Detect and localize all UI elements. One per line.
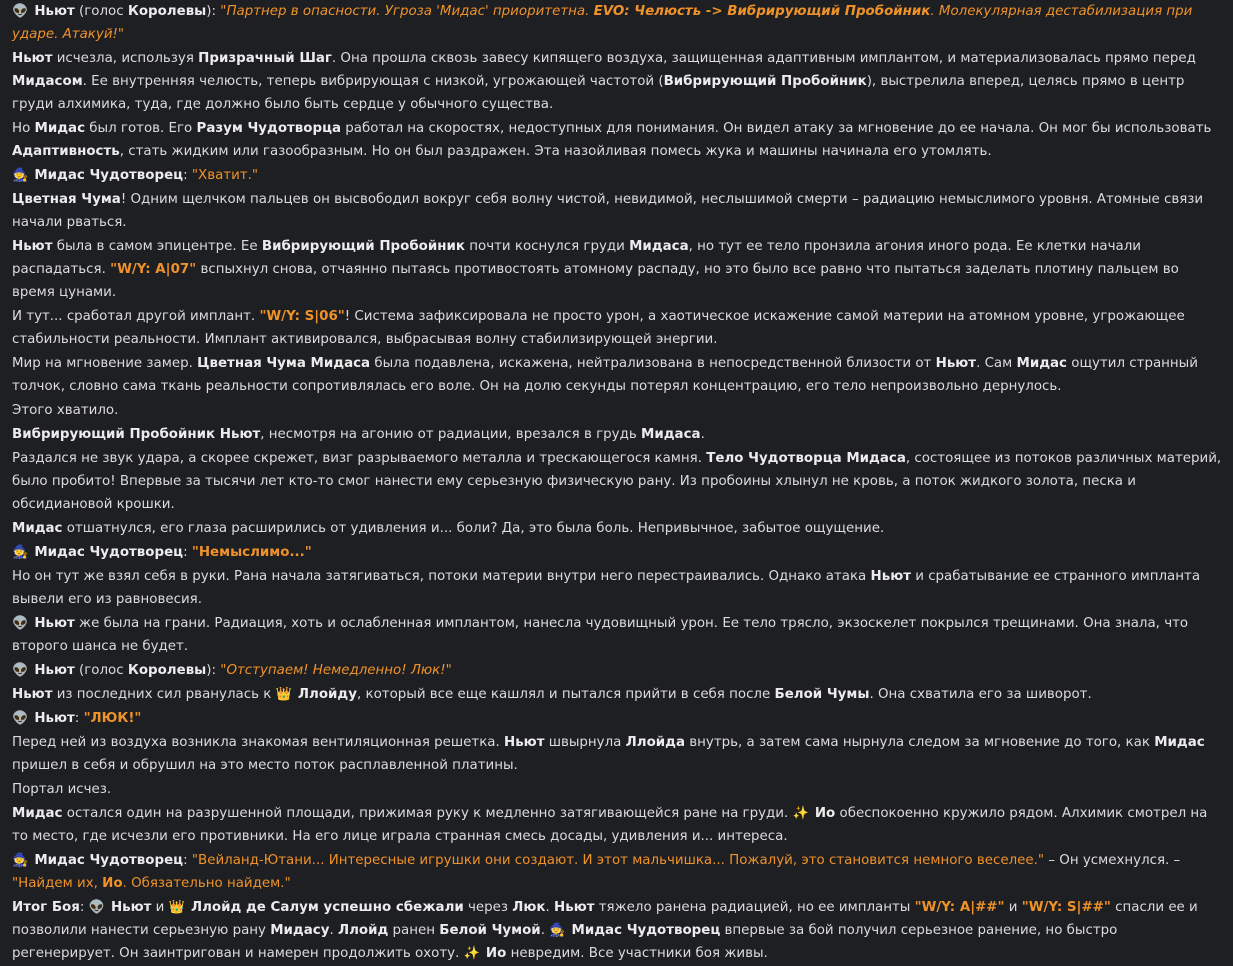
story-paragraph [12,731,1222,777]
text-segment: "Немыслимо..." [191,545,312,560]
text-segment: Итог Боя [12,900,80,915]
text-segment: Мидас Чудотворец [34,545,184,560]
text-segment: Ллойду [297,687,357,702]
text-segment: , несмотря на агонию от радиации, врезался в грудь [260,427,642,442]
text-segment: Ио [102,876,123,891]
text-segment: : [183,545,192,560]
story-paragraph [12,849,1222,895]
text-segment: Призрачный Шаг [198,51,332,66]
text-segment: Ньют [12,687,53,702]
text-segment: Мидас [12,806,63,821]
text-segment: Люк [512,900,546,915]
text-segment: Ньют [935,356,977,371]
text-segment: и срабатывание ее странного импланта вывели его из равновесия. [12,569,1201,607]
text-segment: Ньют [34,711,75,726]
text-segment: Мидасом [12,74,83,89]
text-segment: , но тут ее тело пронзила агония иного рода. Ее клетки начали распадаться. [12,239,1141,277]
text-segment: Этого хватило. [12,403,119,418]
text-segment: EVO: Челюсть -> Вибрирующий Пробойник [593,4,931,19]
text-segment: . Она прошла сквозь завесу кипящего воздуха, защищенная адаптивным имплантом, и материализовалась прямо перед [331,51,1196,66]
text-segment: . Обязательно найдем." [122,876,291,891]
text-segment: внутрь, а затем сама нырнула следом за мгновение до того, как [685,735,1155,750]
text-segment: . Она схватила его за шиворот. [869,687,1092,702]
story-paragraph [12,541,1222,564]
text-segment: Мидаса [629,239,689,254]
story-paragraph [12,0,1222,46]
text-segment: Вибрирующий Пробойник Ньют [12,427,261,442]
story-paragraph [12,164,1222,187]
text-segment: Ньют [34,663,75,678]
text-segment: Раздался не звук удара, а скорее скрежет, визг разрываемого металла и трескающегося камня. [12,451,707,466]
text-segment: . [545,900,555,915]
text-segment: Ллойд де Салум успешно сбежали [190,900,464,915]
story-paragraph [12,235,1222,304]
text-segment: . Молекулярная дестабилизация при ударе. Атакуй!" [12,4,1193,42]
text-segment: исчезла, используя [52,51,199,66]
story-text [12,0,1222,966]
text-segment: Но [12,121,35,136]
text-segment: была в самом эпицентре. Ее [52,239,262,254]
text-segment: Цветная Чума Мидаса [197,356,371,371]
text-segment: Разум Чудотворца [196,121,342,136]
text-segment: Мидасу [270,923,330,938]
text-segment: спасли ее и позволили нанести серьезную рану [12,900,1198,938]
text-segment: Мидас [1154,735,1205,750]
story-paragraph [12,707,1222,730]
text-segment: Но он тут же взял себя в руки. Рана начала затягиваться, потоки материи внутри него перестраивались. Однако атака [12,569,871,584]
midas-icon: 🧙 [549,923,570,938]
text-segment: швырнула [544,735,626,750]
story-paragraph [12,802,1222,848]
lloyd-icon: 👑 [168,900,189,915]
text-segment: Мидаса [641,427,701,442]
text-segment: "ЛЮК!" [83,711,142,726]
text-segment: . [329,923,338,938]
text-segment: была подавлена, искажена, нейтрализована в непосредственной близости от [370,356,936,371]
text-segment: "W/Y: A|07" [110,262,197,277]
midas-icon: 🧙 [12,853,33,868]
story-paragraph [12,896,1222,965]
text-segment: Белой Чумы [774,687,870,702]
text-segment: : [79,900,89,915]
story-paragraph [12,659,1222,682]
newt-icon: 👽 [12,663,33,678]
midas-icon: 🧙 [12,545,33,560]
text-segment: ), выстрелила вперед, целясь прямо в центр груди алхимика, туда, где должно было быть сердце у обычного существа. [12,74,1185,112]
newt-icon: 👽 [12,616,33,631]
text-segment: Мидас Чудотворец [34,168,184,183]
text-segment: невредим. Все участники боя живы. [506,946,768,961]
text-segment: Ньют [34,616,75,631]
text-segment: ! Система зафиксировала не просто урон, а хаотическое искажение самой материи на атомном уровне, угрожающее стабильности реальности. Имплант активировался, выбрасывая волну стабилизирующей энергии. [12,309,1185,347]
text-segment: Ньют [504,735,545,750]
text-segment: Тело Чудотворца Мидаса [706,451,906,466]
text-segment: "Вейланд-Ютани... Интересные игрушки они создают. И этот мальчишка... Пожалуй, это становится немного веселее." [191,853,1045,868]
lloyd-icon: 👑 [275,687,296,702]
newt-icon: 👽 [12,711,33,726]
text-segment: же была на грани. Радиация, хоть и ослабленная имплантом, нанесла чудовищный урон. Ее тело трясло, экзоскелет покрылся трещинами. Она знала, что второго шанса не будет. [12,616,1189,654]
text-segment: остался один на разрушенной площади, прижимая руку к медленно затягивающейся ране на груди. [62,806,793,821]
text-segment: Ио [485,946,507,961]
text-segment: , который все еще кашлял и пытался прийти в себя после [356,687,775,702]
story-paragraph [12,399,1222,422]
text-segment: (голос [74,4,128,19]
midas-icon: 🧙 [12,168,33,183]
story-paragraph [12,683,1222,706]
text-segment: ! Одним щелчком пальцев он высвободил вокруг себя волну чистой, невидимой, неслышимой смерти – радиацию немыслимого уровня. Атомные связи начали рваться. [12,192,1204,230]
text-segment: пришел в себя и обрушил на это место поток расплавленной платины. [12,758,518,773]
text-segment: Королевы [127,4,207,19]
text-segment: ): [206,4,221,19]
text-segment: Ньют [870,569,911,584]
story-paragraph [12,778,1222,801]
text-segment: : [183,168,192,183]
text-segment: Адаптивность [12,144,120,159]
text-segment: Мидас Чудотворец [571,923,721,938]
io-icon: ✨ [792,806,813,821]
story-paragraph [12,565,1222,611]
text-segment: тяжело ранена радиацией, но ее импланты [594,900,915,915]
story-paragraph [12,305,1222,351]
text-segment: Цветная Чума [12,192,121,207]
text-segment: Портал исчез. [12,782,112,797]
text-segment: из последних сил рванулась к [52,687,276,702]
text-segment: "Отступаем! Немедленно! Люк!" [220,663,452,678]
text-segment: и [151,900,169,915]
text-segment: через [463,900,513,915]
text-segment: (голос [74,663,128,678]
text-segment: Вибрирующий Пробойник [663,74,867,89]
text-segment: Ио [814,806,836,821]
text-segment: Ньют [554,900,595,915]
text-segment: Ллойда [625,735,686,750]
text-segment: Перед ней из воздуха возникла знакомая вентиляционная решетка. [12,735,504,750]
newt-icon: 👽 [12,4,33,19]
text-segment: обеспокоенно кружило рядом. Алхимик смотрел на то место, где исчезли его противники. На его лице играла странная смесь досады, удивления и... интереса. [12,806,1208,844]
text-segment: Мидас [1016,356,1067,371]
story-paragraph [12,188,1222,234]
text-segment: , состоящее из потоков различных материй, было пробито! Впервые за тысячи лет кто-то смог нанести ему серьезную физическую рану. Из пробоины хлынул не кровь, а поток жидкого золота, песка и обсидиановой крошки. [12,451,1222,512]
text-segment: Ллойд [337,923,389,938]
text-segment: Ньют [12,239,53,254]
text-segment: Ньют [34,4,75,19]
text-segment: Королевы [127,663,207,678]
text-segment: , стать жидким или газообразным. Но он был раздражен. Эта назойливая помесь жука и машины начинала его утомлять. [119,144,992,159]
story-paragraph [12,47,1222,116]
text-segment: ранен [388,923,440,938]
text-segment: "Найдем их, [12,876,103,891]
text-segment: "W/Y: S|##" [1021,900,1111,915]
text-segment: . [540,923,550,938]
text-segment: Вибрирующий Пробойник [261,239,465,254]
story-paragraph [12,352,1222,398]
text-segment: и [1004,900,1022,915]
text-segment: Мидас [12,521,63,536]
newt-icon: 👽 [88,900,109,915]
story-paragraph [12,612,1222,658]
text-segment: ): [206,663,221,678]
story-paragraph [12,517,1222,540]
story-paragraph [12,117,1222,163]
text-segment: был готов. Его [85,121,197,136]
text-segment: "W/Y: S|06" [259,309,345,324]
story-paragraph [12,423,1222,446]
text-segment: "Партнер в опасности. Угроза 'Мидас' приоритетна. [220,4,594,19]
text-segment: . Сам [976,356,1017,371]
text-segment: Мидас Чудотворец [34,853,184,868]
io-icon: ✨ [463,946,484,961]
text-segment: Ньют [110,900,152,915]
text-segment: Белой Чумой [439,923,541,938]
text-segment: : [74,711,84,726]
text-segment: впервые за бой получил серьезное ранение, но быстро регенерирует. Он заинтригован и намерен продолжить охоту. [12,923,1118,961]
text-segment: И тут... сработал другой имплант. [12,309,260,324]
text-segment: : [183,853,192,868]
text-segment: вспыхнул снова, отчаянно пытаясь противостоять атомному распаду, но это было все равно что пытаться заделать плотину пальцем во время цунами. [12,262,1179,300]
story-paragraph [12,447,1222,516]
text-segment: . [700,427,705,442]
text-segment: отшатнулся, его глаза расширились от удивления и... боли? Да, это была боль. Непривычное, забытое ощущение. [62,521,885,536]
text-segment: Ньют [12,51,53,66]
text-segment: работал на скоростях, недоступных для понимания. Он видел атаку за мгновение до ее начала. Он мог бы использовать [341,121,1212,136]
text-segment: . Ее внутренняя челюсть, теперь вибрирующая с низкой, угрожающей частотой ( [82,74,664,89]
text-segment: "Хватит." [191,168,259,183]
text-segment: Мир на мгновение замер. [12,356,198,371]
text-segment: "W/Y: A|##" [914,900,1005,915]
text-segment: почти коснулся груди [464,239,630,254]
text-segment: – Он усмехнулся. – [1044,853,1181,868]
text-segment: Мидас [34,121,86,136]
text-segment: ощутил странный толчок, словно сама ткань реальности сопротивлялась его воле. Он на долю секунды потерял концентрацию, его тело непроизвольно дернулось. [12,356,1198,394]
